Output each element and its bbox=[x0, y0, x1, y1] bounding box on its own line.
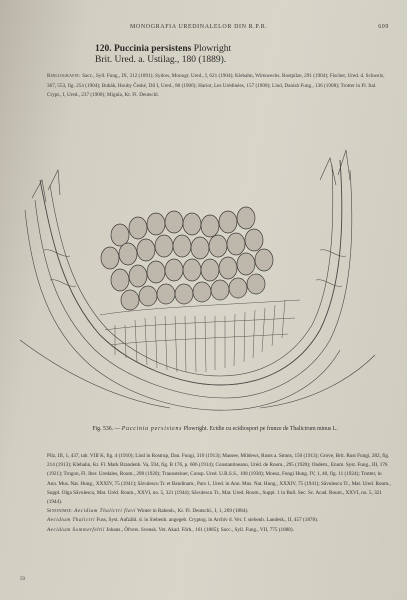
synonym-2-text: Fuss, Syst. Aufzähl. d. in Siebenb. angegeb. Cryptog. in Archiv d. Ver. f. siebenb. Landesk., II, 457 (1878). bbox=[96, 517, 319, 524]
caption-rest: Plowright. Ecidie cu ecidiospori pe frunze de Thalictrum minus L. bbox=[183, 426, 338, 432]
body-text bbox=[47, 452, 392, 535]
page-number: 609 bbox=[378, 24, 389, 30]
synonym-entry-3 bbox=[47, 526, 392, 535]
bibliography-continued: Pilz, III, 1, 437, tab. VIII K, fig. 4 (1910); Lind in Rostrup, Dan. Fungi, 310 (1913); Massee, Mildews, Rusts a. Smuts, 150 (1913); Grove, Brit. Rust Fungi, 282, fig. 214 (1913); Klebahn, Kr. Fl. Mark Brandenb. Va, 594, fig. B 176, p. 606 (1914); Constantineanu, Uréd. de Roum., 295 (1920); Ondem., Enum. Syst. Fung., III, 176 (1921); Trogon, Fl. Iber. Uredales, Roum., 298 (1920); Traunsteiner, Consp. Ured. U.R.S.S., 108 (1930); Moesz, Fungi Hung. IV, 1, 40, fig. 11 (1924); Trotter, in Ann. Mus. Nat. Hung., XXXIV, 75 (1941); Săvulescu Tr. et Bandinam., Pars 1, Ured. in Ann. Mus. Nat. Hung., XXXIV, 75 (1941); Săvulescu Tr., Mat. Ured. Roum., Suppl. Olga Săvulescu, Mat. Uréd. Roum., XXVI, no. 5, 321 (1944); Săvulescu Tr., Mat. Ured. Roum., Suppl. 1 in Bull. Sec. Sc. Acad. Roum., XXVI, no. 5, 321 (1944). bbox=[47, 453, 391, 506]
bibliography-label: Bibliografie: bbox=[47, 73, 81, 79]
caption-species: Puccinia persistens bbox=[121, 426, 183, 432]
figure-caption bbox=[55, 425, 375, 435]
synonym-2-name: Aecidium Thalictri bbox=[47, 517, 96, 524]
synonym-1-name: Aecidium Thalictri flavi bbox=[74, 508, 136, 515]
species-reference: Brit. Ured. a. Ustilag., 180 (1889). bbox=[95, 55, 227, 65]
synonym-entry-2 bbox=[47, 516, 392, 525]
synonym-3-text: Johans., Öfvers. Svensk. Vet. Akad. Förh., 161 (1885); Sacc., Syll. Fung., VII, 775 (1888). bbox=[106, 526, 294, 533]
running-title: MONOGRAFIA UREDINALELOR DIN R.P.R. bbox=[130, 24, 268, 30]
synonym-entry-1 bbox=[47, 507, 392, 516]
species-name: 120. Puccinia persistens bbox=[95, 44, 192, 54]
caption-prefix: Fig. 536. — bbox=[92, 426, 121, 432]
aecidium-illustration bbox=[20, 140, 380, 420]
species-heading bbox=[95, 44, 395, 66]
synonymy-label: Sinonimie: bbox=[47, 508, 73, 515]
synonym-3-name: Aecidium Sommerfeltii bbox=[47, 526, 105, 533]
species-author: Plowright bbox=[193, 44, 232, 54]
bibliography-text: Sacc., Syll. Fung., IX, 312 (1891); Sydow, Monogr. Ured., I, 621 (1904); Klebahn, Wirtswechs. Rostpilze, 291 (1904); Fischer, Ured. d. Schweiz, 367, 553, fig. 254 (1904); Bubák, Houby České, Díl I, Ured., 80 (1906); Hariot, Les Urédinées, 157 (1908); Lind, Danish Fung., 136 (1908); Trotter in Fl. Ital. Crypt., I, Ured., 237 (1908); Migula, Kr. Fl. Deutschl. bbox=[47, 73, 385, 98]
running-header bbox=[130, 24, 389, 30]
bibliography-block bbox=[47, 72, 392, 101]
synonym-1-text: Winter in Rabenh., Kr. Fl. Deutschl., I, 1, 269 (1884). bbox=[137, 508, 249, 515]
signature-mark: 59 bbox=[20, 577, 25, 582]
